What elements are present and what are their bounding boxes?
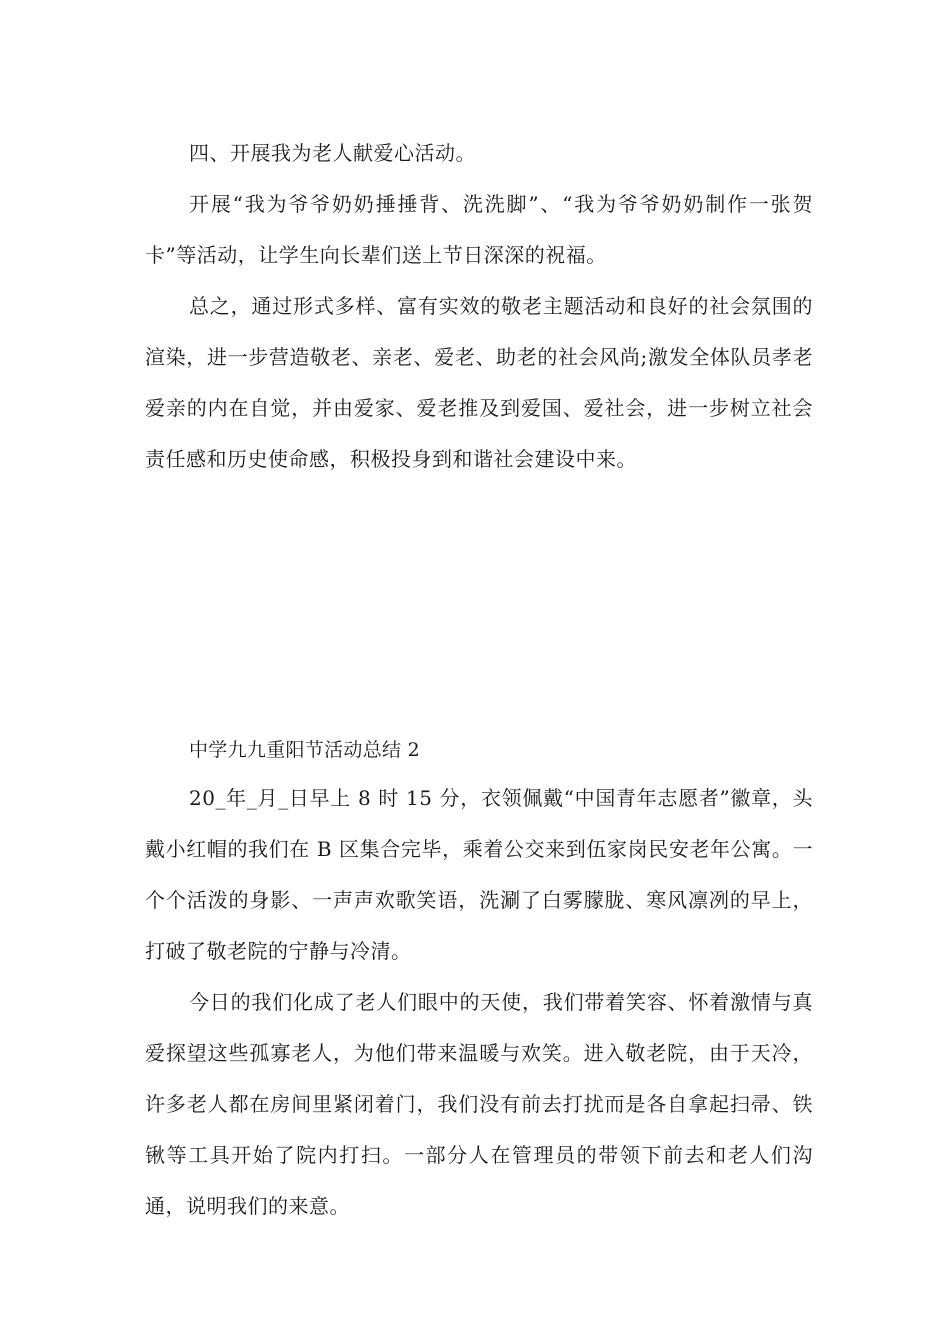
section-heading: 四、开展我为老人献爱心活动。 xyxy=(189,141,476,165)
section-activity-four xyxy=(145,133,813,485)
paragraph: 总之，通过形式多样、富有实效的敬老主题活动和良好的社会氛围的渲染，进一步营造敬老、亲老、爱老、助老的社会风尚;激发全体队员孝老爱亲的内在自觉，并由爱家、爱老推及到爱国、爱社会，进一步树立社会责任感和历史使命感，积极投身到和谐社会建设中来。 xyxy=(145,294,813,471)
section-summary-two xyxy=(145,730,813,1232)
paragraph: 今日的我们化成了老人们眼中的天使，我们带着笑容、怀着激情与真爱探望这些孤寡老人，为他们带来温暖与欢笑。进入敬老院，由于天冷，许多老人都在房间里紧闭着门，我们没有前去打扰而是各自拿起扫帚、铁锹等工具开始了院内打扫。一部分人在管理员的带领下前去和老人们沟通，说明我们的来意。 xyxy=(145,990,813,1218)
paragraph: 开展“我为爷爷奶奶捶捶背、洗洗脚”、“我为爷爷奶奶制作一张贺卡”等活动，让学生向长辈们送上节日深深的祝福。 xyxy=(145,192,813,267)
document-title: 中学九九重阳节活动总结 2 xyxy=(189,739,421,761)
paragraph: 20_年_月_日早上 8 时 15 分，衣领佩戴“中国青年志愿者”徽章，头戴小红帽的我们在 B 区集合完毕，乘着公交来到伍家岗民安老年公寓。一个个活泼的身影、一声声欢歌笑语，洗涮了白雾朦胧、寒风凛冽的早上，打破了敬老院的宁静与冷清。 xyxy=(145,786,813,963)
